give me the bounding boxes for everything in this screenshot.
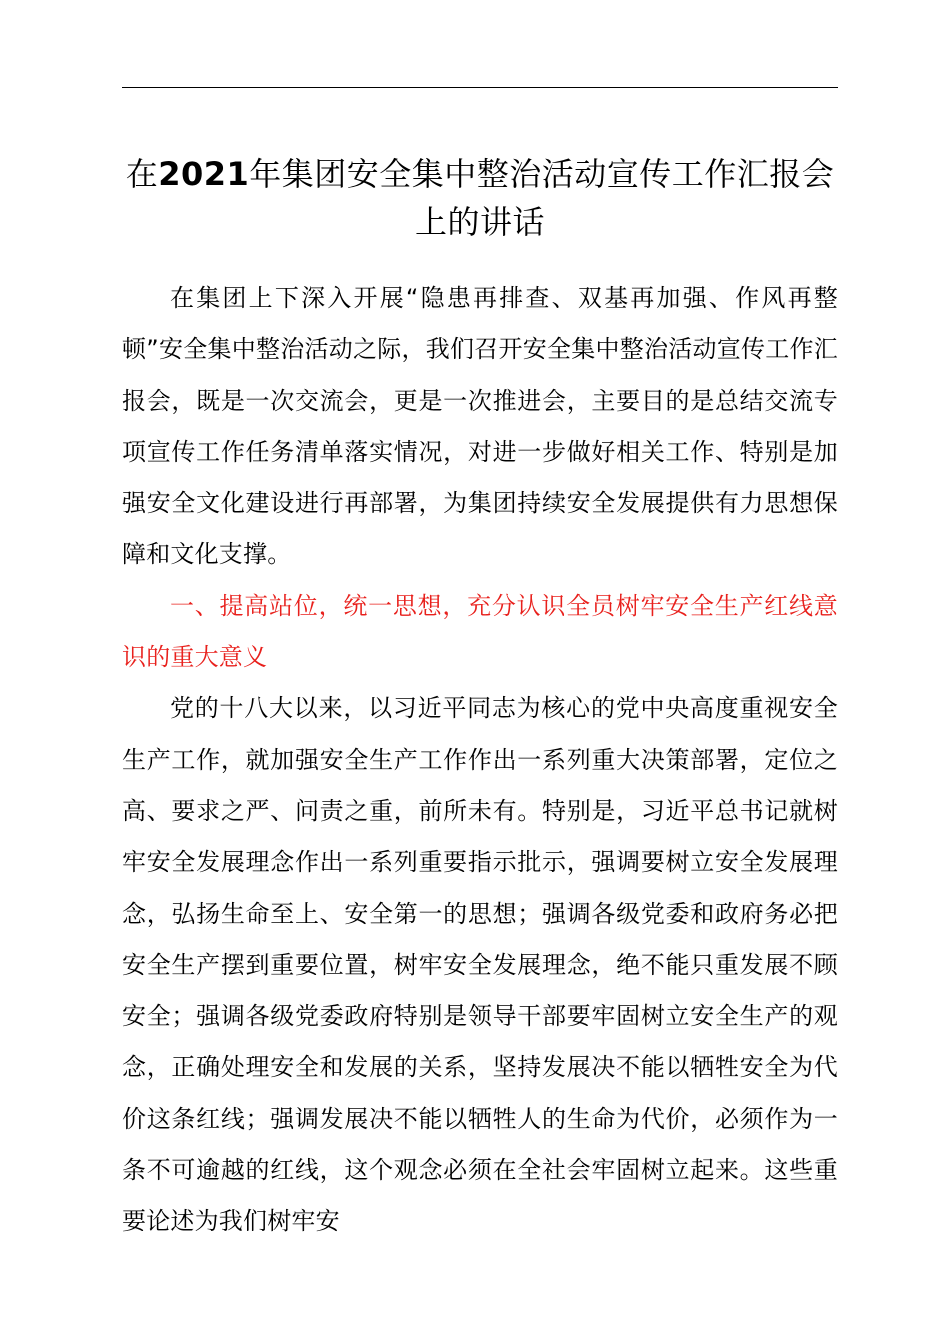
- header-rule: [122, 87, 838, 88]
- document-title: [118, 150, 842, 246]
- body-paragraph: 党的十八大以来，以习近平同志为核心的党中央高度重视安全生产工作，就加强安全生产工作作出一系列重大决策部署，定位之高、要求之严、问责之重，前所未有。特别是，习近平总书记就树牢安全发展理念作出一系列重要指示批示，强调要树立安全发展理念，弘扬生命至上、安全第一的思想；强调各级党委和政府务必把安全生产摆到重要位置，树牢安全发展理念，绝不能只重发展不顾安全；强调各级党委政府特别是领导干部要牢固树立安全生产的观念，正确处理安全和发展的关系，坚持发展决不能以牺牲安全为代价这条红线；强调发展决不能以牺牲人的生命为代价，必须作为一条不可逾越的红线，这个观念必须在全社会牢固树立起来。这些重要论述为我们树牢安: [122, 694, 838, 1236]
- title-year: 2021: [158, 155, 250, 193]
- intro-paragraph: 在集团上下深入开展“隐患再排查、双基再加强、作风再整顿”安全集中整治活动之际，我们召开安全集中整治活动宣传工作汇报会，既是一次交流会，更是一次推进会，主要目的是总结交流专项宣传工作任务清单落实情况，对进一步做好相关工作、特别是加强安全文化建设进行再部署，为集团持续安全发展提供有力思想保障和文化支撑。: [122, 284, 838, 569]
- section-heading-1: 一、提高站位，统一思想，充分认识全员树牢安全生产红线意识的重大意义: [122, 591, 838, 672]
- title-rest: 年集团安全集中整治活动宣传工作汇报会上的讲话: [249, 155, 835, 241]
- document-body: [122, 273, 838, 1248]
- title-prefix: 在: [125, 155, 159, 193]
